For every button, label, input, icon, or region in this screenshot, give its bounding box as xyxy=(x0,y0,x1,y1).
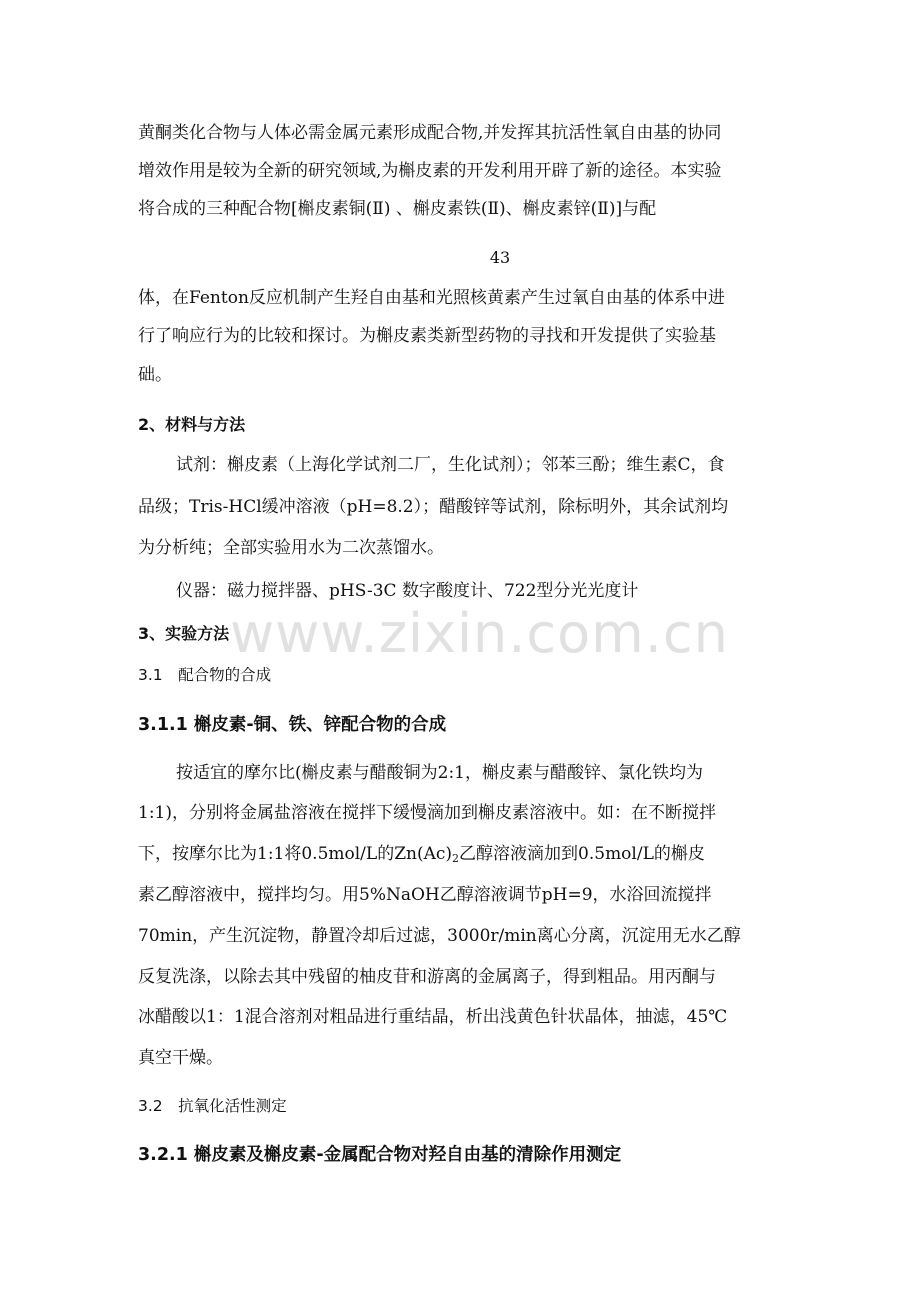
synthesis-line-7: 冰醋酸以1：1混合溶剂对粗品进行重结晶，析出浅黄色针状晶体，抽滤，45℃ xyxy=(138,1007,728,1027)
synthesis-line-1: 按适宜的摩尔比(槲皮素与醋酸铜为2:1，槲皮素与醋酸锌、氯化铁均为 xyxy=(176,763,703,783)
synthesis-line-8: 真空干燥。 xyxy=(138,1048,223,1068)
intro-cont-line-2: 行了响应行为的比较和探讨。为槲皮素类新型药物的寻找和开发提供了实验基 xyxy=(138,326,716,346)
synthesis-line-6: 反复洗涤，以除去其中残留的柚皮苷和游离的金属离子，得到粗品。用丙酮与 xyxy=(138,967,716,987)
reagents-line-3: 为分析纯；全部实验用水为二次蒸馏水。 xyxy=(138,538,444,558)
instruments-line: 仪器：磁力搅拌器、pHS-3C 数字酸度计、722型分光光度计 xyxy=(176,581,639,601)
section-3-heading: 3、实验方法 xyxy=(138,624,230,643)
subscript-2: 2 xyxy=(452,852,460,865)
synthesis-line-5: 70min，产生沉淀物，静置冷却后过滤，3000r/min离心分离，沉淀用无水乙醇 xyxy=(138,926,741,946)
synthesis-line-3 xyxy=(138,843,705,870)
subsection-3-2-1: 3.2.1 槲皮素及槲皮素-金属配合物对羟自由基的清除作用测定 xyxy=(138,1145,622,1165)
section-2-heading: 2、材料与方法 xyxy=(138,415,246,434)
intro-line-3: 将合成的三种配合物[槲皮素铜(Ⅱ) 、槲皮素铁(Ⅱ)、槲皮素锌(Ⅱ)]与配 xyxy=(138,199,657,219)
intro-line-2: 增效作用是较为全新的研究领域,为槲皮素的开发利用开辟了新的途径。本实验 xyxy=(138,161,722,181)
reagents-line-2: 品级；Tris-HCl缓冲溶液（pH=8.2）；醋酸锌等试剂，除标明外，其余试剂均 xyxy=(138,497,729,517)
synthesis-line-4: 素乙醇溶液中，搅拌均匀。用5%NaOH乙醇溶液调节pH=9，水浴回流搅拌 xyxy=(138,885,712,905)
page-number: 43 xyxy=(489,248,511,267)
intro-cont-line-1: 体，在Fenton反应机制产生羟自由基和光照核黄素产生过氧自由基的体系中进 xyxy=(138,288,725,308)
subsection-3-2: 3.2 抗氧化活性测定 xyxy=(138,1097,287,1115)
synthesis-line-2: 1:1)，分别将金属盐溶液在搅拌下缓慢滴加到槲皮素溶液中。如：在不断搅拌 xyxy=(138,803,716,823)
watermark: www.zixin.com.cn xyxy=(230,602,729,665)
intro-cont-line-3: 础。 xyxy=(138,365,172,385)
subsection-3-1: 3.1 配合物的合成 xyxy=(138,666,272,684)
synthesis-line-3-a: 下，按摩尔比为1:1将0.5mol/L的Zn(Ac) xyxy=(138,844,453,864)
intro-line-1: 黄酮类化合物与人体必需金属元素形成配合物,并发挥其抗活性氧自由基的协同 xyxy=(138,123,722,143)
subsection-3-1-1: 3.1.1 槲皮素-铜、铁、锌配合物的合成 xyxy=(138,715,447,735)
synthesis-line-3-b: 乙醇溶液滴加到0.5mol/L的槲皮 xyxy=(459,844,705,864)
reagents-line-1: 试剂：槲皮素（上海化学试剂二厂，生化试剂）；邻苯三酚；维生素C，食 xyxy=(176,455,725,475)
